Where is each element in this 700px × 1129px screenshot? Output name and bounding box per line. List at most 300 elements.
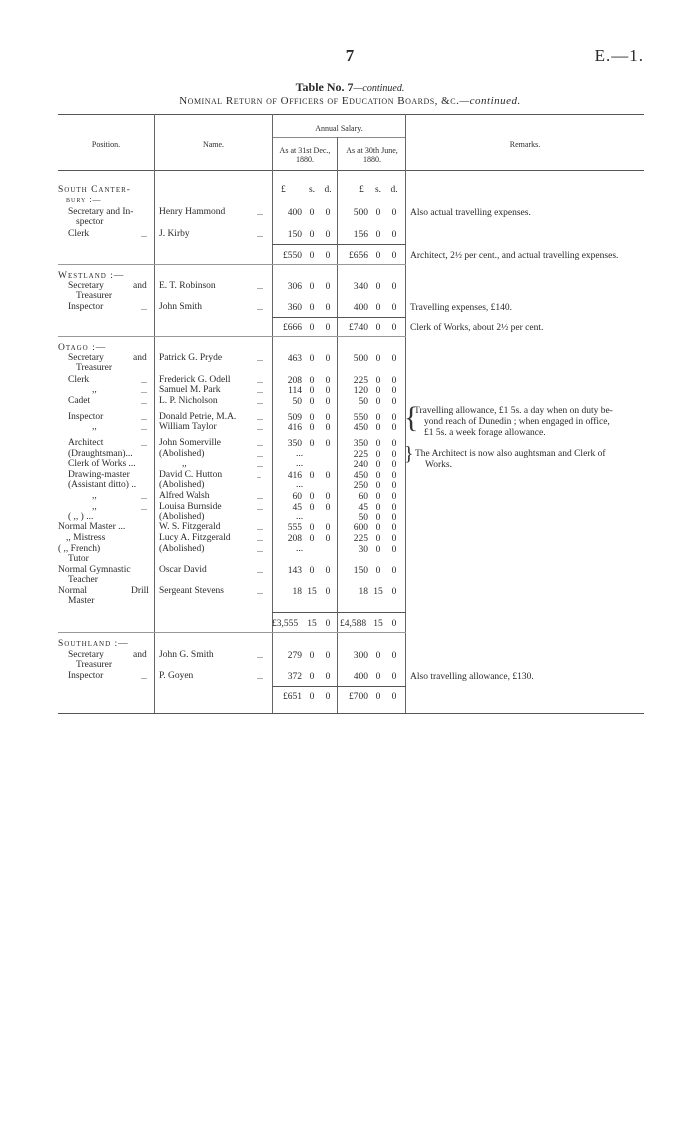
salary-june-shillings: 0 [375, 460, 381, 470]
salary-dec-pence: 0 [325, 230, 331, 240]
salary-june-shillings: 0 [375, 354, 381, 364]
salary-june-pounds: 450 [353, 423, 368, 433]
salary-dec-pence: 0 [325, 208, 331, 218]
salary-june-pounds: 50 [358, 397, 368, 407]
salary-june-pounds: 600 [353, 523, 368, 533]
salary-june-pounds: 30 [358, 545, 368, 555]
leader-dots: ... [257, 303, 263, 312]
salary-june-shillings: 0 [375, 413, 381, 423]
leader-dots: ... [257, 503, 263, 512]
salary-june-shillings: 0 [375, 450, 381, 460]
total-june-pounds: £700 [349, 692, 368, 702]
position-cell-and: and [133, 650, 147, 660]
salary-dec-absent: ... [296, 512, 304, 522]
currency-pence-june: d. [390, 185, 398, 195]
total-dec-shillings: 0 [309, 692, 315, 702]
salary-dec-shillings: 0 [309, 354, 315, 364]
salary-june-pence: 0 [391, 672, 397, 682]
total-dec-pounds: £651 [283, 692, 302, 702]
leader-dots: ... [141, 376, 147, 385]
salary-dec-pence: 0 [325, 566, 331, 576]
salary-dec-pounds: 509 [287, 413, 302, 423]
salary-dec-shillings: 0 [309, 503, 315, 513]
leader-dots: ... [257, 450, 263, 459]
section-title: Southland :— [58, 639, 129, 649]
salary-june-pence: 0 [391, 450, 397, 460]
salary-june-shillings: 15 [373, 587, 383, 597]
salary-june-pounds: 450 [353, 471, 368, 481]
leader-dots: ... [141, 303, 147, 312]
salary-dec-pounds: 150 [287, 230, 302, 240]
salary-dec-pounds: 50 [292, 397, 302, 407]
name-cell: (Abolished) [159, 449, 205, 459]
remark-cell-cont: yond reach of Dunedin ; when engaged in office, [424, 417, 610, 427]
salary-june-pounds: 400 [353, 303, 368, 313]
name-cell: Louisa Burnside [159, 502, 222, 512]
position-cell-cont: Treasurer [76, 291, 113, 301]
salary-dec-shillings: 0 [309, 492, 315, 502]
salary-june-pounds: 240 [353, 460, 368, 470]
remark-brace: { [404, 401, 419, 434]
salary-june-pounds: 45 [358, 503, 368, 513]
position-cell: (Assistant ditto) .. [68, 480, 137, 490]
salary-june-shillings: 0 [375, 397, 381, 407]
salary-june-pounds: 225 [353, 450, 368, 460]
total-dec-pence: 0 [325, 619, 331, 629]
position-cell: Drawing-master [68, 470, 130, 480]
leader-dots: ... [257, 672, 263, 681]
position-cell: Inspector [68, 302, 104, 312]
salary-dec-pounds: 555 [287, 523, 302, 533]
salary-dec-pounds: 350 [287, 439, 302, 449]
salary-dec-pence: 0 [325, 397, 331, 407]
remark-cell: Clerk of Works, about 2½ per cent. [410, 323, 544, 333]
currency-pounds-june: £ [359, 185, 364, 195]
name-cell: P. Goyen [159, 671, 194, 681]
position-cell-cont: spector [76, 217, 104, 227]
salary-dec-shillings: 0 [309, 651, 315, 661]
salary-dec-shillings: 0 [309, 566, 315, 576]
name-cell: David C. Hutton [159, 470, 223, 480]
salary-june-pounds: 500 [353, 208, 368, 218]
leader-dots: ... [141, 503, 147, 512]
salary-dec-pence: 0 [325, 492, 331, 502]
currency-pounds-dec: £ [281, 185, 286, 195]
column-header-dec-1880: As at 31st Dec., 1880. [279, 146, 331, 164]
leader-dots: ... [257, 397, 263, 406]
leader-dots: ... [141, 397, 147, 406]
salary-dec-pence: 0 [325, 534, 331, 544]
salary-june-pence: 0 [391, 651, 397, 661]
salary-june-pence: 0 [391, 513, 397, 523]
name-cell: Alfred Walsh [159, 491, 210, 501]
position-cell: ,, [92, 422, 97, 432]
salary-dec-shillings: 0 [309, 423, 315, 433]
salary-dec-pence: 0 [325, 386, 331, 396]
salary-june-pounds: 350 [353, 439, 368, 449]
salary-june-shillings: 0 [375, 423, 381, 433]
salary-june-pence: 0 [391, 587, 397, 597]
salary-dec-pence: 0 [325, 672, 331, 682]
salary-dec-pence: 0 [325, 587, 331, 597]
salary-dec-pence: 0 [325, 439, 331, 449]
salary-june-pounds: 150 [353, 566, 368, 576]
leader-dots: ... [257, 545, 263, 554]
salary-june-shillings: 0 [375, 230, 381, 240]
section-separator [58, 336, 406, 337]
position-cell: Cadet [68, 396, 91, 406]
total-june-pounds: £740 [349, 323, 368, 333]
salary-dec-pounds: 143 [287, 566, 302, 576]
section-title-cont: bury :— [66, 195, 102, 204]
salary-june-pounds: 225 [353, 534, 368, 544]
subtotal-rule [272, 317, 406, 318]
leader-dots: ... [257, 439, 263, 448]
subtotal-rule [272, 612, 406, 613]
salary-dec-pounds: 306 [287, 282, 302, 292]
position-cell-cont: Tutor [68, 554, 89, 564]
salary-dec-pounds: 114 [288, 386, 302, 396]
leader-dots: ... [257, 523, 263, 532]
remark-cell-cont: £1 5s. a week forage allowance. [424, 428, 546, 438]
name-cell: L. P. Nicholson [159, 396, 218, 406]
salary-dec-pounds: 463 [287, 354, 302, 364]
position-cell: Inspector [68, 671, 104, 681]
remark-cell: Travelling expenses, £140. [410, 303, 513, 313]
total-june-shillings: 0 [375, 323, 381, 333]
salary-june-shillings: 0 [375, 534, 381, 544]
leader-dots: ... [141, 413, 147, 422]
salary-june-pence: 0 [391, 208, 397, 218]
name-cell: Sergeant Stevens [159, 586, 224, 596]
total-dec-shillings: 0 [309, 323, 315, 333]
total-dec-pence: 0 [325, 323, 331, 333]
salary-june-pounds: 250 [353, 481, 368, 491]
salary-dec-shillings: 0 [309, 208, 315, 218]
salary-june-shillings: 0 [375, 672, 381, 682]
salary-june-shillings: 0 [375, 503, 381, 513]
page-number: 7 [345, 46, 355, 65]
salary-june-pounds: 120 [353, 386, 368, 396]
name-cell: W. S. Fitzgerald [159, 522, 221, 532]
salary-dec-shillings: 0 [309, 386, 315, 396]
salary-june-pounds: 18 [358, 587, 368, 597]
position-cell-cont: Master [68, 596, 95, 606]
salary-dec-absent: ... [296, 459, 304, 469]
position-cell: Secretary [68, 353, 104, 363]
position-cell: Secretary [68, 281, 104, 291]
name-cell: J. Kirby [159, 229, 190, 239]
column-header-june-1880: As at 30th June, 1880. [346, 146, 398, 164]
section-title: Westland :— [58, 271, 125, 281]
leader-dots: ... [257, 492, 263, 501]
name-cell: (Abolished) [159, 512, 205, 522]
remark-brace: } [404, 443, 414, 465]
salary-dec-pence: 0 [325, 303, 331, 313]
salary-dec-shillings: 0 [309, 230, 315, 240]
salary-june-pence: 0 [391, 397, 397, 407]
salary-dec-pence: 0 [325, 471, 331, 481]
salary-dec-pounds: 360 [287, 303, 302, 313]
salary-june-shillings: 0 [375, 208, 381, 218]
salary-june-pounds: 550 [353, 413, 368, 423]
position-cell-cont: Treasurer [76, 660, 113, 670]
position-cell: ,, [92, 502, 97, 512]
name-cell: (Abolished) [159, 544, 205, 554]
leader-dots: ... [141, 386, 147, 395]
salary-june-pence: 0 [391, 439, 397, 449]
salary-dec-pence: 0 [325, 423, 331, 433]
salary-june-pence: 0 [391, 523, 397, 533]
salary-dec-shillings: 0 [309, 471, 315, 481]
salary-june-shillings: 0 [375, 376, 381, 386]
name-cell: John Somerville [159, 438, 222, 448]
total-june-pounds: £4,588 [340, 619, 367, 629]
position-cell: (Draughtsman)... [68, 449, 133, 459]
name-cell: (Abolished) [159, 480, 205, 490]
remark-cell: Also actual travelling expenses. [410, 208, 531, 218]
salary-june-pence: 0 [391, 413, 397, 423]
name-cell: Patrick G. Pryde [159, 353, 223, 363]
position-cell: ( ,, ) ... [68, 512, 94, 522]
remark-cell: Architect, 2½ per cent., and actual travelling expenses. [410, 251, 619, 261]
position-cell: ( ,, French) [58, 544, 101, 554]
total-june-pence: 0 [391, 251, 397, 261]
salary-june-pence: 0 [391, 481, 397, 491]
column-header-name: Name. [202, 140, 225, 149]
salary-june-pence: 0 [391, 471, 397, 481]
position-cell: Normal Gymnastic [58, 565, 131, 575]
salary-june-pence: 0 [391, 460, 397, 470]
salary-dec-pounds: 400 [287, 208, 302, 218]
name-cell: Lucy A. Fitzgerald [159, 533, 231, 543]
name-cell: Donald Petrie, M.A. [159, 412, 237, 422]
salary-dec-pounds: 60 [292, 492, 302, 502]
leader-dots: ... [141, 230, 147, 239]
salary-dec-absent: ... [296, 480, 304, 490]
salary-june-pounds: 156 [353, 230, 368, 240]
salary-june-pence: 0 [391, 386, 397, 396]
position-cell: Secretary and In- [68, 207, 134, 217]
salary-june-pence: 0 [391, 303, 397, 313]
salary-dec-pence: 0 [325, 523, 331, 533]
position-cell: ,, Mistress [66, 533, 106, 543]
remark-cell: Also travelling allowance, £130. [410, 672, 534, 682]
position-cell: Clerk [68, 229, 90, 239]
position-cell-and: and [133, 353, 147, 363]
salary-dec-shillings: 0 [309, 523, 315, 533]
salary-dec-pounds: 416 [287, 423, 302, 433]
name-cell: John G. Smith [159, 650, 214, 660]
table-header-rule [58, 170, 644, 171]
leader-dots: .. [257, 471, 261, 480]
salary-june-pence: 0 [391, 354, 397, 364]
leader-dots: ... [257, 534, 263, 543]
leader-dots: ... [257, 282, 263, 291]
total-june-pounds: £656 [349, 251, 368, 261]
total-june-shillings: 15 [373, 619, 383, 629]
leader-dots: ... [257, 413, 263, 422]
remark-cell-cont: Works. [425, 460, 452, 470]
name-cell: Frederick G. Odell [159, 375, 231, 385]
currency-shillings-dec: s. [308, 185, 316, 195]
salary-dec-pounds: 372 [287, 672, 302, 682]
salary-june-shillings: 0 [375, 513, 381, 523]
salary-june-pence: 0 [391, 566, 397, 576]
position-cell: Clerk [68, 375, 90, 385]
leader-dots: ... [257, 386, 263, 395]
position-cell-and: and [133, 281, 147, 291]
name-cell: Henry Hammond [159, 207, 226, 217]
column-header-position: Position. [91, 140, 121, 149]
salary-dec-pounds: 208 [287, 376, 302, 386]
total-dec-shillings: 15 [307, 619, 317, 629]
salary-june-shillings: 0 [375, 545, 381, 555]
position-cell: Architect [68, 438, 104, 448]
salary-june-shillings: 0 [375, 439, 381, 449]
salary-dec-absent: ... [296, 449, 304, 459]
salary-june-shillings: 0 [375, 492, 381, 502]
position-cell: ,, [92, 385, 97, 395]
total-june-pence: 0 [391, 692, 397, 702]
leader-dots: ... [257, 587, 263, 596]
leader-dots: ... [257, 376, 263, 385]
salary-june-shillings: 0 [375, 481, 381, 491]
salary-june-shillings: 0 [375, 651, 381, 661]
position-cell: Normal Master ... [58, 522, 126, 532]
salary-june-pounds: 340 [353, 282, 368, 292]
salary-dec-shillings: 0 [309, 303, 315, 313]
name-cell: ,, [182, 459, 187, 469]
currency-pence-dec: d. [324, 185, 332, 195]
salary-dec-shillings: 0 [309, 534, 315, 544]
leader-dots: ... [257, 230, 263, 239]
salary-june-shillings: 0 [375, 386, 381, 396]
salary-dec-shillings: 0 [309, 376, 315, 386]
name-cell: John Smith [159, 302, 203, 312]
salary-june-shillings: 0 [375, 282, 381, 292]
salary-june-pounds: 60 [358, 492, 368, 502]
position-cell: Inspector [68, 412, 104, 422]
leader-dots: ... [257, 566, 263, 575]
remark-cell: The Architect is now also aughtsman and Clerk of [415, 449, 606, 459]
column-header-annual-salary: Annual Salary. [315, 124, 363, 133]
salary-june-pence: 0 [391, 492, 397, 502]
table-bottom-rule [58, 713, 644, 714]
salary-june-pence: 0 [391, 534, 397, 544]
salary-june-shillings: 0 [375, 566, 381, 576]
total-dec-pounds: £666 [283, 323, 302, 333]
salary-june-pounds: 400 [353, 672, 368, 682]
remark-cell: Travelling allowance, £1 5s. a day when on duty be- [414, 406, 613, 416]
leader-dots: ... [141, 672, 147, 681]
salary-june-shillings: 0 [375, 471, 381, 481]
currency-shillings-june: s. [374, 185, 382, 195]
subtotal-rule [272, 244, 406, 245]
salary-dec-shillings: 0 [309, 672, 315, 682]
salary-dec-shillings: 0 [309, 439, 315, 449]
table-title: Table No. 7—continued. [295, 80, 405, 94]
salary-june-pounds: 500 [353, 354, 368, 364]
subtotal-rule [272, 686, 406, 687]
salary-june-shillings: 0 [375, 303, 381, 313]
salary-dec-shillings: 0 [309, 413, 315, 423]
table-subtitle: Nominal Return of Officers of Education Boards, &c.—continued. [179, 95, 521, 107]
position-cell: Secretary [68, 650, 104, 660]
annual-salary-rule [272, 137, 406, 138]
section-title: Otago :— [58, 343, 107, 353]
salary-dec-pounds: 416 [287, 471, 302, 481]
name-cell: Oscar David [159, 565, 207, 575]
salary-june-shillings: 0 [375, 523, 381, 533]
name-cell: E. T. Robinson [159, 281, 216, 291]
total-june-pence: 0 [391, 323, 397, 333]
salary-june-pence: 0 [391, 376, 397, 386]
column-header-remarks: Remarks. [509, 140, 541, 149]
section-separator [58, 632, 406, 633]
salary-june-pence: 0 [391, 230, 397, 240]
total-june-pence: 0 [391, 619, 397, 629]
salary-dec-pence: 0 [325, 503, 331, 513]
leader-dots: ... [257, 651, 263, 660]
leader-dots: ... [141, 423, 147, 432]
total-june-shillings: 0 [375, 692, 381, 702]
salary-june-pounds: 50 [358, 513, 368, 523]
document-reference: E.—1. [594, 46, 644, 65]
salary-dec-pounds: 18 [292, 587, 302, 597]
leader-dots: ... [257, 423, 263, 432]
salary-dec-shillings: 0 [309, 282, 315, 292]
total-dec-pence: 0 [325, 692, 331, 702]
salary-dec-pence: 0 [325, 651, 331, 661]
leader-dots: ... [257, 354, 263, 363]
total-dec-pounds: £550 [283, 251, 302, 261]
salary-dec-shillings: 15 [307, 587, 317, 597]
position-cell-and: Drill [131, 586, 149, 596]
position-cell-cont: Treasurer [76, 363, 113, 373]
salary-dec-absent: ... [296, 544, 304, 554]
salary-dec-pence: 0 [325, 376, 331, 386]
position-cell-cont: Teacher [68, 575, 98, 585]
leader-dots: ... [257, 208, 263, 217]
salary-dec-shillings: 0 [309, 397, 315, 407]
salary-june-pence: 0 [391, 503, 397, 513]
column-divider-position [154, 114, 155, 713]
total-dec-pounds: £3,555 [272, 619, 299, 629]
salary-dec-pence: 0 [325, 282, 331, 292]
total-june-shillings: 0 [375, 251, 381, 261]
salary-dec-pence: 0 [325, 413, 331, 423]
total-dec-shillings: 0 [309, 251, 315, 261]
leader-dots: ... [257, 460, 263, 469]
salary-dec-pounds: 45 [292, 503, 302, 513]
leader-dots: ... [141, 439, 147, 448]
salary-june-pence: 0 [391, 545, 397, 555]
name-cell: Samuel M. Park [159, 385, 221, 395]
salary-june-pence: 0 [391, 282, 397, 292]
salary-dec-pence: 0 [325, 354, 331, 364]
position-cell: ,, [92, 491, 97, 501]
salary-june-pence: 0 [391, 423, 397, 433]
position-cell: Normal [58, 586, 88, 596]
section-separator [58, 264, 406, 265]
salary-dec-pounds: 279 [287, 651, 302, 661]
salary-june-pounds: 300 [353, 651, 368, 661]
leader-dots: ... [141, 492, 147, 501]
total-dec-pence: 0 [325, 251, 331, 261]
name-cell: William Taylor [159, 422, 217, 432]
section-title: South Canter- [58, 185, 131, 195]
